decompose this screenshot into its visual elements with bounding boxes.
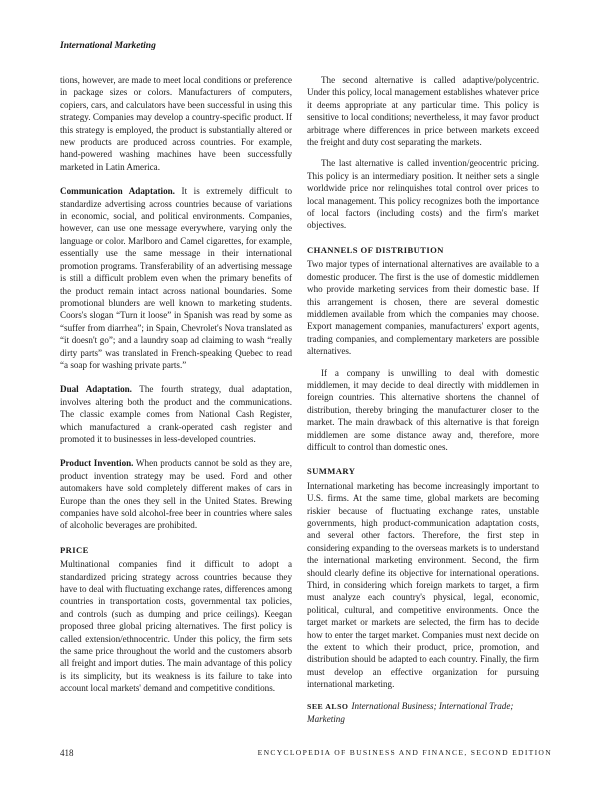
product-invention-body: When products cannot be sold as they are, product invention strategy may be used. Ford and other automakers have sold completely different makes of cars in Europe than the ones they sell in the United States. Brewing companies have sold alcohol-free beer in countries where sales of alcoholic beverages are prohibited. [60, 458, 292, 531]
dual-adaptation-body: The fourth strategy, dual adaptation, involves altering both the product and the communications. The classic example comes from National Cash Register, which manufactured a crank-operated cash register and promoted it to businesses in less-developed countries. [60, 384, 292, 444]
section-heading-channels: CHANNELS OF DISTRIBUTION [307, 244, 444, 255]
paragraph-product-invention [60, 457, 292, 531]
paragraph-channels-1: Two major types of international alternatives are available to a domestic producer. The first is the use of domestic middlemen who provide marketing services from their domestic base. If this arrangement is chosen, there are several domestic middlemen available from which the companies may choose. Export management companies, manufacturers' export agents, trading companies, and complementary marketers are possible alternatives. [307, 259, 539, 357]
see-also-label: SEE ALSO [307, 701, 349, 711]
left-column [60, 74, 292, 695]
subhead-product-invention: Product Invention. [60, 458, 134, 469]
communication-adaptation-body: It is extremely difficult to standardize advertising across countries because of variations in economic, social, and political environments. Companies, however, can use one message everywhere, varying only the language or color. Marlboro and Camel cigarettes, for example, essentially use the same message in their international promotion programs. Transferability of an advertising message is still a difficult problem even when the primary benefits of the product remain intact across national boundaries. Some promotional blunders are well known to marketing students. Coors's slogan “Turn it loose” in Spanish was read by some as “suffer from diarrhea”; in Spain, Chevrolet's Nova translated as “it doesn't go”; and a laundry soap ad claiming to wash “really dirty parts” was translated in French-speaking Quebec to read “a soap for washing private parts.” [60, 186, 292, 370]
page-number: 418 [60, 748, 74, 758]
running-header: International Marketing [60, 41, 156, 51]
section-heading-price: PRICE [60, 544, 89, 555]
right-column [307, 74, 539, 726]
subhead-communication-adaptation: Communication Adaptation. [60, 186, 175, 197]
paragraph-summary: International marketing has become increasingly important to U.S. firms. At the same time, global markets are becoming riskier because of fluctuating exchange rates, unstable governments, high product-communication adaptation costs, and several other factors. Therefore, the first step in considering expanding to the overseas markets is to understand the international marketing environment. Second, the firm should clearly define its objective for international operations. Third, in considering which foreign markets to target, a firm must analyze each country's physical, legal, economic, political, cultural, and competitive environments. Once the target market or markets are selected, the firm has to decide how to enter the target market. Companies must next decide on the extent to which their product, price, promotion, and distribution should be adapted to each country. Finally, the firm must develop an effective organization for pursuing international marketing. [307, 480, 539, 690]
paragraph-adaptive-polycentric: The second alternative is called adaptive/polycentric. Under this policy, local management establishes whatever price it deems appropriate at any particular time. This policy is sensitive to local conditions; nevertheless, it may favor product arbitrage where differences in price between markets exceed the freight and duty cost separating the markets. [307, 75, 539, 148]
paragraph-communication-adaptation [60, 185, 292, 371]
paragraph-invention-geocentric: The last alternative is called invention/geocentric pricing. This policy is an intermediary position. It neither sets a single worldwide price nor relinquishes total control over prices to local management. This policy recognizes both the importance of local factors (including costs) and the firm's market objectives. [307, 158, 539, 231]
paragraph-channels-2: If a company is unwilling to deal with domestic middlemen, it may decide to deal directly with middlemen in foreign countries. This alternative shortens the channel of distribution, thereby bringing the manufacturer closer to the market. The main drawback of this alternative is that foreign middlemen are some distance away and, therefore, more difficult to control than domestic ones. [307, 367, 539, 452]
see-also [307, 700, 539, 726]
paragraph-dual-adaptation [60, 383, 292, 445]
subhead-dual-adaptation: Dual Adaptation. [60, 384, 132, 395]
see-also-links: International Business; International Trade; Marketing [307, 700, 514, 725]
paragraph-product-adaptation-continued: tions, however, are made to meet local conditions or preference in package sizes or colors. Manufacturers of computers, copiers, cars, and calculators have been successful in using this strategy. Companies may develop a country-specific product. If this strategy is employed, the product is substantially altered or new products are produced across countries. For example, hand-powered washing machines have been successfully marketed in Latin America. [60, 75, 292, 172]
paragraph-price: Multinational companies find it difficult to adopt a standardized pricing strategy across countries because they have to deal with fluctuating exchange rates, differences among countries in transportation costs, governmental tax policies, and controls (such as dumping and price ceilings). Keegan proposed three global pricing alternatives. The first policy is called extension/ethnocentric. Under this policy, the firm sets the same price throughout the world and the customers absorb all freight and import duties. The main advantage of this policy is its simplicity, but its weakness is its failure to take into account local markets' demand and competitive conditions. [60, 559, 292, 694]
section-heading-summary: SUMMARY [307, 466, 356, 477]
footer-publication-title: ENCYCLOPEDIA OF BUSINESS AND FINANCE, SECOND EDITION [257, 748, 552, 757]
